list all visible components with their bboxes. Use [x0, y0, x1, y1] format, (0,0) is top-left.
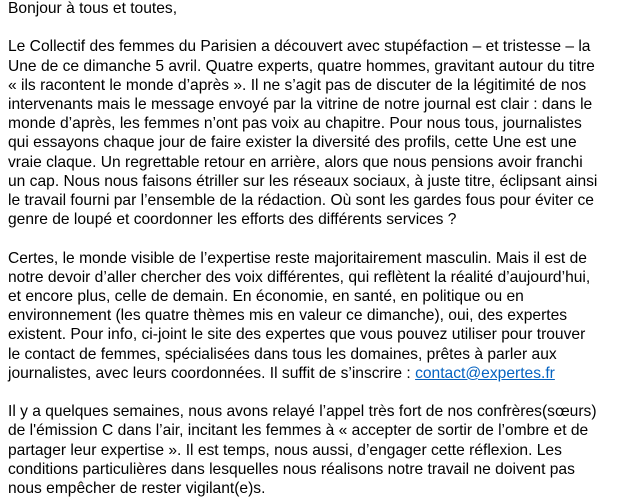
text-line: qui essayons chaque jour de faire exister la diversité des profils, cette Une est une	[8, 134, 577, 152]
paragraph-3	[8, 402, 620, 498]
text-line-with-link	[8, 364, 620, 383]
greeting: Bonjour à tous et toutes,	[8, 0, 178, 17]
text-line: nous empêcher de rester vigilant(e)s.	[8, 480, 266, 498]
text-line: Une de ce dimanche 5 avril. Quatre experts, quatre hommes, gravitant autour du titre	[8, 57, 595, 75]
paragraph-2	[8, 249, 620, 383]
text-fragment: journalistes, avec leurs coordonnées. Il suffit de s’inscrire :	[8, 364, 416, 382]
text-line: partager leur expertise ». Il est temps, nous aussi, d’engager cette réflexion. Les	[8, 441, 562, 459]
text-line: existent. Pour info, ci-joint le site des expertes que vous pouvez utiliser pour trouver	[8, 326, 586, 344]
text-line: monde d’après, les femmes n’ont pas voix au chapitre. Pour nous tous, journalistes	[8, 115, 582, 133]
text-line: « ils racontent le monde d’après ». Il ne s’agit pas de discuter de la légitimité de nos	[8, 76, 587, 94]
text-line: vraie claque. Un regrettable retour en arrière, alors que nous pensions avoir franchi	[8, 153, 583, 171]
text-line: genre de loupé et coordonner les efforts des différents services ?	[8, 211, 457, 229]
text-line: Le Collectif des femmes du Parisien a découvert avec stupéfaction – et tristesse – la	[8, 38, 591, 56]
paragraph-spacer	[8, 18, 620, 37]
text-line: intervenants mais le message envoyé par la vitrine de notre journal est clair : dans le	[8, 96, 593, 113]
text-line: environnement (les quatre thèmes mis en valeur ce dimanche), oui, des expertes	[8, 307, 568, 325]
text-line: Certes, le monde visible de l’expertise reste majoritairement masculin. Mais il est de	[8, 249, 587, 267]
text-line: un cap. Nous nous faisons étriller sur les réseaux sociaux, à juste titre, éclipsant ainsi	[8, 172, 598, 190]
text-line: de l'émission C dans l’air, incitant les femmes à « accepter de sortir de l’ombre et de	[8, 422, 589, 440]
paragraph-spacer	[8, 383, 620, 402]
contact-email-link[interactable]: contact@expertes.fr	[415, 364, 555, 382]
email-body	[8, 0, 620, 498]
text-line: le travail fourni par l’ensemble de la rédaction. Où sont les gardes fous pour éviter ce	[8, 192, 594, 210]
text-line: le contact de femmes, spécialisées dans tous les domaines, prêtes à parler aux	[8, 345, 557, 363]
text-line: conditions particulières dans lesquelles nous réalisons notre travail ne doivent pas	[8, 460, 575, 478]
paragraph-spacer	[8, 229, 620, 248]
paragraph-1	[8, 37, 620, 229]
text-line: Il y a quelques semaines, nous avons relayé l’appel très fort de nos confrères(sœurs)	[8, 403, 597, 421]
text-line: et encore plus, celle de demain. En économie, en santé, en politique ou en	[8, 288, 524, 306]
text-line: notre devoir d’aller chercher des voix différentes, qui reflètent la réalité d’aujourd’hui,	[8, 268, 591, 286]
